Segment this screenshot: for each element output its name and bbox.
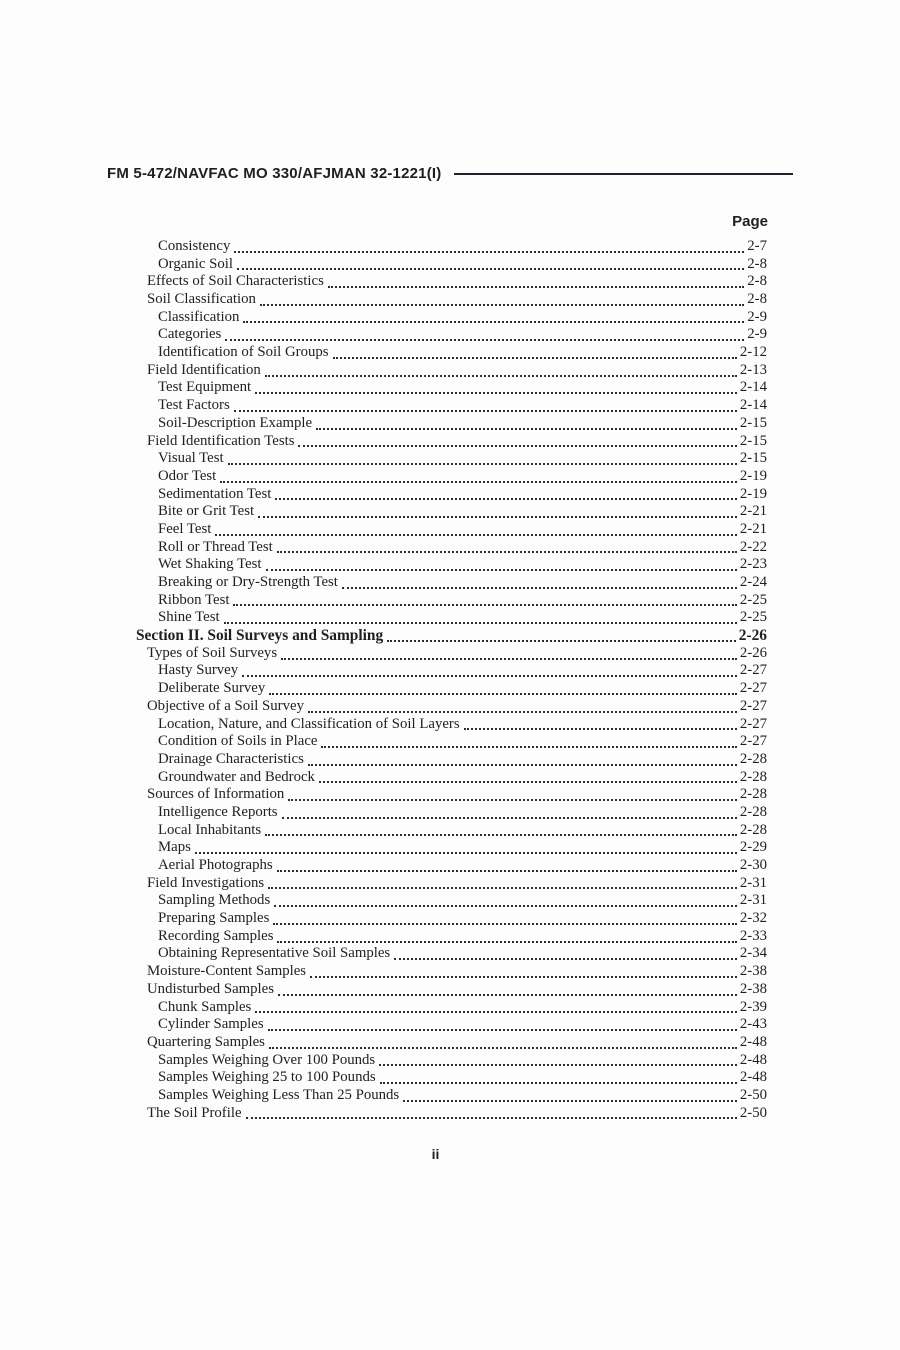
toc-entry-label: Types of Soil Surveys [147, 644, 278, 661]
toc-entry [136, 1052, 767, 1070]
toc-leader-dots [215, 534, 737, 536]
toc-entry-label: Hasty Survey [158, 662, 239, 679]
toc-leader-dots [258, 516, 737, 518]
toc-entry [136, 503, 767, 521]
toc-entry [136, 238, 767, 256]
toc-entry [136, 609, 767, 627]
toc-leader-dots [269, 693, 737, 695]
toc-entry [136, 680, 767, 698]
toc-leader-dots [278, 994, 737, 996]
toc-entry-label: Moisture-Content Samples [147, 963, 307, 980]
toc-entry-page-number: 2-15 [739, 414, 767, 431]
toc-entry [136, 1105, 767, 1123]
toc-leader-dots [243, 321, 744, 323]
toc-entry [136, 380, 767, 398]
toc-leader-dots [277, 870, 737, 872]
toc-entry-page-number: 2-27 [739, 680, 767, 697]
toc-leader-dots [225, 339, 744, 341]
toc-leader-dots [379, 1064, 737, 1066]
toc-entry-label: Bite or Grit Test [158, 503, 255, 520]
toc-entry-page-number: 2-48 [739, 1051, 767, 1068]
toc-entry-label: Preparing Samples [158, 910, 270, 927]
toc-leader-dots [380, 1082, 737, 1084]
toc-entry-label: Aerial Photographs [158, 857, 273, 874]
toc-entry-page-number: 2-28 [739, 768, 767, 785]
toc-entry-label: Identification of Soil Groups [158, 344, 329, 361]
toc-entry-label: Ribbon Test [158, 591, 230, 608]
toc-entry-label: Organic Soil [158, 255, 233, 272]
toc-entry [136, 733, 767, 751]
toc-entry-page-number: 2-25 [739, 609, 767, 626]
toc-entry-page-number: 2-19 [739, 467, 767, 484]
toc-entry-label: Sampling Methods [158, 892, 271, 909]
toc-entry [136, 627, 767, 645]
toc-entry-label: Chunk Samples [158, 998, 252, 1015]
toc-leader-dots [234, 410, 737, 412]
toc-leader-dots [394, 958, 737, 960]
toc-entry-page-number: 2-48 [739, 1069, 767, 1086]
toc-leader-dots [316, 428, 737, 430]
toc-entry-label: Drainage Characteristics [158, 750, 304, 767]
toc-leader-dots [387, 640, 736, 642]
toc-entry-label: Odor Test [158, 467, 217, 484]
toc-entry [136, 963, 767, 981]
toc-entry [136, 999, 767, 1017]
toc-entry-page-number: 2-8 [747, 273, 767, 290]
toc-entry-label: Local Inhabitants [158, 821, 262, 838]
toc-entry-label: Field Identification Tests [147, 432, 295, 449]
toc-entry-label: Quartering Samples [147, 1033, 265, 1050]
toc-leader-dots [328, 286, 744, 288]
toc-entry-page-number: 2-28 [739, 750, 767, 767]
toc-entry-page-number: 2-28 [739, 821, 767, 838]
toc-leader-dots [242, 675, 737, 677]
toc-entry-label: Recording Samples [158, 927, 274, 944]
toc-entry-page-number: 2-14 [739, 379, 767, 396]
toc-leader-dots [268, 1029, 737, 1031]
toc-entry-page-number: 2-27 [739, 733, 767, 750]
toc-entry [136, 433, 767, 451]
toc-entry-label: Categories [158, 326, 222, 343]
toc-entry-page-number: 2-25 [739, 591, 767, 608]
toc-entry-page-number: 2-9 [747, 326, 767, 343]
toc-entry-label: Visual Test [158, 450, 224, 467]
toc-entry [136, 663, 767, 681]
toc-entry-page-number: 2-21 [739, 503, 767, 520]
toc-leader-dots [277, 941, 736, 943]
toc-entry [136, 892, 767, 910]
toc-entry-page-number: 2-8 [747, 255, 767, 272]
toc-leader-dots [246, 1117, 737, 1119]
toc-entry [136, 751, 767, 769]
toc-entry-page-number: 2-24 [739, 574, 767, 591]
toc-entry [136, 857, 767, 875]
toc-leader-dots [308, 764, 737, 766]
toc-entry-label: Samples Weighing Less Than 25 Pounds [158, 1086, 400, 1103]
toc-entry-label: Feel Test [158, 520, 212, 537]
toc-entry [136, 362, 767, 380]
toc-entry-page-number: 2-38 [739, 980, 767, 997]
toc-entry-page-number: 2-27 [739, 697, 767, 714]
toc-entry-page-number: 2-50 [739, 1104, 767, 1121]
toc-entry-page-number: 2-14 [739, 397, 767, 414]
toc-leader-dots [224, 622, 737, 624]
toc-leader-dots [265, 834, 737, 836]
toc-entry [136, 574, 767, 592]
toc-leader-dots [310, 976, 737, 978]
toc-entry-page-number: 2-22 [739, 538, 767, 555]
toc-entry-label: Deliberate Survey [158, 680, 266, 697]
toc-entry-label: Samples Weighing Over 100 Pounds [158, 1051, 376, 1068]
toc-entry-page-number: 2-15 [739, 450, 767, 467]
toc-entry [136, 256, 767, 274]
toc-entry-label: Objective of a Soil Survey [147, 697, 304, 714]
toc-entry-label: Groundwater and Bedrock [158, 768, 315, 785]
toc-entry-label: Cylinder Samples [158, 1016, 264, 1033]
toc-entry-page-number: 2-43 [739, 1016, 767, 1033]
toc-entry-label: Wet Shaking Test [158, 556, 262, 573]
toc-leader-dots [282, 817, 737, 819]
toc-leader-dots [234, 251, 744, 253]
toc-entry-page-number: 2-32 [739, 910, 767, 927]
toc-entry-page-number: 2-27 [739, 715, 767, 732]
toc-entry [136, 698, 767, 716]
toc-leader-dots [220, 481, 737, 483]
toc-entry [136, 981, 767, 999]
toc-entry [136, 928, 767, 946]
toc-leader-dots [403, 1100, 737, 1102]
toc-leader-dots [268, 887, 737, 889]
toc-entry [136, 769, 767, 787]
header-rule [454, 173, 793, 175]
toc-leader-dots [342, 587, 737, 589]
document-header [107, 165, 793, 182]
toc-entry-page-number: 2-19 [739, 485, 767, 502]
page-column-label: Page [732, 213, 768, 230]
toc-entry-page-number: 2-38 [739, 963, 767, 980]
toc-entry-label: Maps [158, 839, 191, 856]
toc-entry-label: Soil-Description Example [158, 414, 313, 431]
toc-entry [136, 910, 767, 928]
toc-entry [136, 822, 767, 840]
toc-entry-page-number: 2-7 [747, 237, 767, 254]
toc-entry-page-number: 2-48 [739, 1033, 767, 1050]
toc-leader-dots [333, 357, 737, 359]
toc-entry-page-number: 2-26 [738, 627, 767, 645]
toc-entry-page-number: 2-12 [739, 344, 767, 361]
toc-entry [136, 556, 767, 574]
toc-entry-label: The Soil Profile [147, 1104, 242, 1121]
toc-entry [136, 1016, 767, 1034]
toc-entry [136, 326, 767, 344]
toc-entry-label: Section II. Soil Surveys and Sampling [136, 627, 384, 645]
toc-leader-dots [195, 852, 737, 854]
toc-entry-page-number: 2-33 [739, 927, 767, 944]
toc-leader-dots [233, 604, 736, 606]
toc-entry-page-number: 2-39 [739, 998, 767, 1015]
toc-leader-dots [255, 392, 737, 394]
toc-entry-label: Effects of Soil Characteristics [147, 273, 324, 290]
toc-leader-dots [298, 445, 736, 447]
toc-leader-dots [269, 1047, 737, 1049]
toc-entry [136, 946, 767, 964]
toc-entry [136, 1034, 767, 1052]
toc-entry [136, 273, 767, 291]
toc-entry-page-number: 2-23 [739, 556, 767, 573]
toc-entry-page-number: 2-28 [739, 786, 767, 803]
toc-entry-label: Sources of Information [147, 786, 285, 803]
toc-entry-label: Samples Weighing 25 to 100 Pounds [158, 1069, 376, 1086]
toc-entry-label: Shine Test [158, 609, 220, 626]
toc-entry-label: Classification [158, 308, 240, 325]
toc-entry-page-number: 2-31 [739, 892, 767, 909]
toc-entry [136, 645, 767, 663]
toc-entry-page-number: 2-15 [739, 432, 767, 449]
toc-entry-label: Sedimentation Test [158, 485, 272, 502]
toc-entry [136, 804, 767, 822]
toc-leader-dots [275, 498, 737, 500]
toc-leader-dots [281, 658, 737, 660]
toc-entry-label: Breaking or Dry-Strength Test [158, 574, 338, 591]
toc-entry-page-number: 2-31 [739, 874, 767, 891]
toc-entry-page-number: 2-21 [739, 520, 767, 537]
toc-entry [136, 1087, 767, 1105]
page-footer [0, 1146, 871, 1162]
toc-leader-dots [464, 728, 737, 730]
toc-entry-label: Soil Classification [147, 291, 256, 308]
toc-entry-page-number: 2-29 [739, 839, 767, 856]
toc-leader-dots [255, 1011, 737, 1013]
toc-entry-label: Location, Nature, and Classification of Soil Layers [158, 715, 460, 732]
toc-entry-page-number: 2-13 [739, 361, 767, 378]
toc-entry-label: Undisturbed Samples [147, 980, 274, 997]
toc-entry [136, 521, 767, 539]
toc-entry-label: Field Identification [147, 361, 261, 378]
toc-entry-page-number: 2-26 [739, 644, 767, 661]
toc-leader-dots [319, 781, 737, 783]
toc-entry-label: Field Investigations [147, 874, 265, 891]
toc-entry-page-number: 2-9 [747, 308, 767, 325]
toc-leader-dots [274, 905, 737, 907]
toc-leader-dots [260, 304, 744, 306]
toc-entry-page-number: 2-27 [739, 662, 767, 679]
toc-entry-page-number: 2-34 [739, 945, 767, 962]
toc-entry [136, 875, 767, 893]
toc-leader-dots [228, 463, 737, 465]
toc-entry [136, 344, 767, 362]
toc-leader-dots [237, 268, 744, 270]
toc-entry [136, 468, 767, 486]
toc-entry-page-number: 2-50 [739, 1086, 767, 1103]
toc-entry-label: Test Equipment [158, 379, 252, 396]
toc-leader-dots [266, 569, 737, 571]
toc-leader-dots [308, 711, 737, 713]
toc-entry-label: Intelligence Reports [158, 803, 278, 820]
toc-entry [136, 1069, 767, 1087]
toc-entry [136, 486, 767, 504]
document-id-title: FM 5-472/NAVFAC MO 330/AFJMAN 32-1221(I) [107, 165, 442, 182]
toc-entry [136, 539, 767, 557]
toc-entry [136, 786, 767, 804]
toc-leader-dots [277, 551, 737, 553]
toc-entry-page-number: 2-28 [739, 803, 767, 820]
toc-entry-page-number: 2-8 [747, 291, 767, 308]
toc-entry-label: Condition of Soils in Place [158, 733, 318, 750]
toc-entry [136, 309, 767, 327]
toc-entry [136, 415, 767, 433]
toc-entry [136, 716, 767, 734]
toc-entry [136, 450, 767, 468]
folio-page-number: ii [431, 1146, 440, 1162]
toc-entry [136, 291, 767, 309]
toc-entry [136, 592, 767, 610]
toc-leader-dots [288, 799, 737, 801]
toc-entry [136, 397, 767, 415]
toc-entry-label: Consistency [158, 237, 231, 254]
toc-leader-dots [265, 375, 737, 377]
table-of-contents [136, 238, 767, 1122]
toc-entry [136, 839, 767, 857]
toc-entry-label: Test Factors [158, 397, 230, 414]
toc-entry-label: Obtaining Representative Soil Samples [158, 945, 391, 962]
toc-leader-dots [273, 923, 737, 925]
toc-leader-dots [321, 746, 736, 748]
toc-entry-page-number: 2-30 [739, 857, 767, 874]
toc-entry-label: Roll or Thread Test [158, 538, 273, 555]
